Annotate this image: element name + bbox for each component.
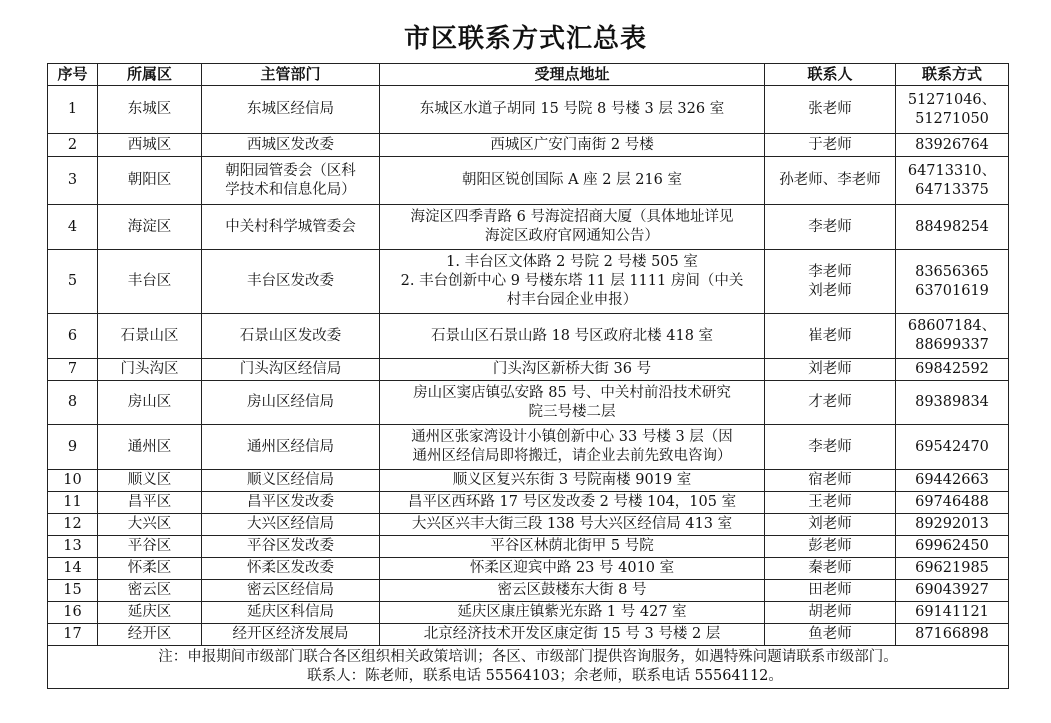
cell-department: 朝阳园管委会（区科 学技术和信息化局）	[202, 157, 380, 205]
cell-district: 通州区	[98, 425, 202, 470]
table-row	[48, 157, 1009, 205]
cell-department: 丰台区发改委	[202, 250, 380, 314]
cell-address: 怀柔区迎宾中路 23 号 4010 室	[380, 558, 765, 580]
cell-contact: 胡老师	[765, 602, 896, 624]
cell-index: 16	[48, 602, 98, 624]
cell-address: 北京经济技术开发区康定街 15 号 3 号楼 2 层	[380, 624, 765, 646]
table-row	[48, 314, 1009, 359]
note-row	[48, 646, 1009, 689]
cell-district: 门头沟区	[98, 359, 202, 381]
table-row	[48, 580, 1009, 602]
cell-department: 中关村科学城管委会	[202, 205, 380, 250]
header-contact: 联系人	[765, 64, 896, 86]
header-district: 所属区	[98, 64, 202, 86]
cell-index: 15	[48, 580, 98, 602]
cell-contact: 刘老师	[765, 514, 896, 536]
cell-phone: 89389834	[896, 381, 1009, 425]
cell-index: 17	[48, 624, 98, 646]
cell-address: 通州区张家湾设计小镇创新中心 33 号楼 3 层（因 通州区经信局即将搬迁，请企业去前先致电咨询）	[380, 425, 765, 470]
cell-index: 4	[48, 205, 98, 250]
table-row	[48, 470, 1009, 492]
cell-address: 延庆区康庄镇紫光东路 1 号 427 室	[380, 602, 765, 624]
cell-phone: 64713310、 64713375	[896, 157, 1009, 205]
cell-address: 房山区窦店镇弘安路 85 号、中关村前沿技术研究 院三号楼二层	[380, 381, 765, 425]
table-row	[48, 602, 1009, 624]
cell-contact: 秦老师	[765, 558, 896, 580]
cell-department: 平谷区发改委	[202, 536, 380, 558]
cell-address: 石景山区石景山路 18 号区政府北楼 418 室	[380, 314, 765, 359]
cell-contact: 张老师	[765, 86, 896, 134]
cell-address: 平谷区林荫北街甲 5 号院	[380, 536, 765, 558]
cell-contact: 李老师	[765, 425, 896, 470]
cell-phone: 69962450	[896, 536, 1009, 558]
cell-department: 门头沟区经信局	[202, 359, 380, 381]
cell-department: 顺义区经信局	[202, 470, 380, 492]
cell-department: 大兴区经信局	[202, 514, 380, 536]
cell-contact: 才老师	[765, 381, 896, 425]
cell-index: 8	[48, 381, 98, 425]
cell-index: 11	[48, 492, 98, 514]
cell-phone: 69043927	[896, 580, 1009, 602]
cell-contact: 王老师	[765, 492, 896, 514]
cell-district: 经开区	[98, 624, 202, 646]
cell-district: 石景山区	[98, 314, 202, 359]
cell-phone: 69621985	[896, 558, 1009, 580]
cell-address: 1. 丰台区文体路 2 号院 2 号楼 505 室 2. 丰台创新中心 9 号楼东塔 11 层 1111 房间（中关 村丰台园企业申报）	[380, 250, 765, 314]
cell-phone: 69746488	[896, 492, 1009, 514]
cell-address: 朝阳区锐创国际 A 座 2 层 216 室	[380, 157, 765, 205]
table-row	[48, 134, 1009, 157]
cell-department: 昌平区发改委	[202, 492, 380, 514]
cell-index: 7	[48, 359, 98, 381]
cell-department: 房山区经信局	[202, 381, 380, 425]
cell-district: 西城区	[98, 134, 202, 157]
cell-address: 密云区鼓楼东大街 8 号	[380, 580, 765, 602]
cell-department: 密云区经信局	[202, 580, 380, 602]
note-line-2: 联系人：陈老师，联系电话 55564103；余老师，联系电话 55564112。	[307, 668, 783, 684]
contacts-table	[47, 63, 1009, 689]
table-row	[48, 558, 1009, 580]
cell-index: 5	[48, 250, 98, 314]
cell-department: 经开区经济发展局	[202, 624, 380, 646]
cell-department: 东城区经信局	[202, 86, 380, 134]
cell-department: 通州区经信局	[202, 425, 380, 470]
cell-contact: 李老师 刘老师	[765, 250, 896, 314]
cell-address: 大兴区兴丰大街三段 138 号大兴区经信局 413 室	[380, 514, 765, 536]
cell-department: 延庆区科信局	[202, 602, 380, 624]
cell-address: 门头沟区新桥大街 36 号	[380, 359, 765, 381]
cell-district: 密云区	[98, 580, 202, 602]
cell-index: 14	[48, 558, 98, 580]
cell-contact: 宿老师	[765, 470, 896, 492]
cell-phone: 69442663	[896, 470, 1009, 492]
table-row	[48, 425, 1009, 470]
cell-phone: 83926764	[896, 134, 1009, 157]
note-cell	[48, 646, 1009, 689]
cell-index: 2	[48, 134, 98, 157]
cell-district: 大兴区	[98, 514, 202, 536]
cell-phone: 83656365 63701619	[896, 250, 1009, 314]
cell-phone: 69542470	[896, 425, 1009, 470]
header-address: 受理点地址	[380, 64, 765, 86]
cell-index: 1	[48, 86, 98, 134]
cell-address: 顺义区复兴东街 3 号院南楼 9019 室	[380, 470, 765, 492]
cell-district: 怀柔区	[98, 558, 202, 580]
table-row	[48, 536, 1009, 558]
cell-address: 东城区水道子胡同 15 号院 8 号楼 3 层 326 室	[380, 86, 765, 134]
cell-address: 西城区广安门南街 2 号楼	[380, 134, 765, 157]
cell-index: 10	[48, 470, 98, 492]
cell-phone: 69141121	[896, 602, 1009, 624]
cell-district: 顺义区	[98, 470, 202, 492]
cell-district: 平谷区	[98, 536, 202, 558]
table-row	[48, 250, 1009, 314]
cell-district: 丰台区	[98, 250, 202, 314]
cell-phone: 89292013	[896, 514, 1009, 536]
cell-phone: 88498254	[896, 205, 1009, 250]
header-department: 主管部门	[202, 64, 380, 86]
table-row	[48, 359, 1009, 381]
cell-index: 12	[48, 514, 98, 536]
cell-contact: 孙老师、李老师	[765, 157, 896, 205]
cell-address: 海淀区四季青路 6 号海淀招商大厦（具体地址详见 海淀区政府官网通知公告）	[380, 205, 765, 250]
cell-contact: 田老师	[765, 580, 896, 602]
cell-phone: 68607184、 88699337	[896, 314, 1009, 359]
table-row	[48, 205, 1009, 250]
cell-department: 西城区发改委	[202, 134, 380, 157]
table-row	[48, 86, 1009, 134]
cell-contact: 于老师	[765, 134, 896, 157]
cell-phone: 69842592	[896, 359, 1009, 381]
cell-department: 石景山区发改委	[202, 314, 380, 359]
table-row	[48, 624, 1009, 646]
cell-phone: 51271046、 51271050	[896, 86, 1009, 134]
cell-department: 怀柔区发改委	[202, 558, 380, 580]
cell-index: 6	[48, 314, 98, 359]
note-line-1: 注：申报期间市级部门联合各区组织相关政策培训；各区、市级部门提供咨询服务，如遇特殊问题请联系市级部门。	[158, 649, 898, 665]
cell-index: 9	[48, 425, 98, 470]
cell-district: 延庆区	[98, 602, 202, 624]
cell-address: 昌平区西环路 17 号区发改委 2 号楼 104，105 室	[380, 492, 765, 514]
table-row	[48, 492, 1009, 514]
cell-contact: 彭老师	[765, 536, 896, 558]
table-row	[48, 514, 1009, 536]
cell-district: 朝阳区	[98, 157, 202, 205]
cell-phone: 87166898	[896, 624, 1009, 646]
cell-contact: 刘老师	[765, 359, 896, 381]
table-row	[48, 381, 1009, 425]
cell-contact: 李老师	[765, 205, 896, 250]
header-phone: 联系方式	[896, 64, 1009, 86]
cell-index: 13	[48, 536, 98, 558]
header-index: 序号	[48, 64, 98, 86]
cell-index: 3	[48, 157, 98, 205]
cell-district: 东城区	[98, 86, 202, 134]
cell-district: 房山区	[98, 381, 202, 425]
page-title: 市区联系方式汇总表	[403, 24, 647, 54]
table-header-row	[48, 64, 1009, 86]
cell-contact: 崔老师	[765, 314, 896, 359]
cell-district: 昌平区	[98, 492, 202, 514]
cell-contact: 鱼老师	[765, 624, 896, 646]
cell-district: 海淀区	[98, 205, 202, 250]
